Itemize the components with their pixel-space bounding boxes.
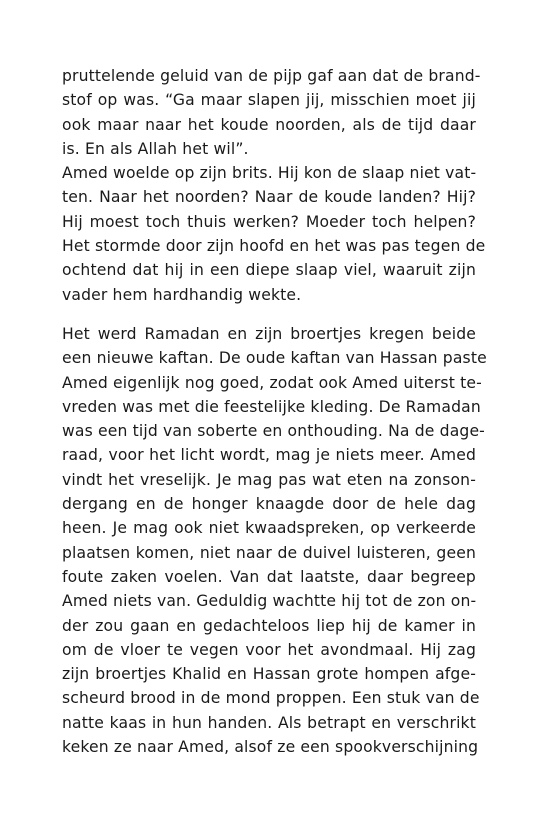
text-line: heen. Je mag ook niet kwaadspreken, op verkeerde bbox=[62, 519, 476, 538]
text-line: dergang en de honger knaagde door de hele dag bbox=[62, 495, 476, 514]
text-line: Amed niets van. Geduldig wachtte hij tot de zon on- bbox=[62, 592, 477, 611]
paragraph-1 bbox=[62, 64, 486, 307]
text-line: foute zaken voelen. Van dat laatste, daar begreep bbox=[62, 567, 476, 586]
text-line: ook maar naar het koude noorden, als de tijd daar bbox=[62, 115, 476, 134]
text-line: raad, voor het licht wordt, mag je niets meer. Amed bbox=[62, 446, 476, 465]
text-line: ten. Naar het noorden? Naar de koude landen? Hij? bbox=[62, 188, 476, 207]
text-line: was een tijd van soberte en onthouding. Na de dage- bbox=[62, 422, 485, 441]
text-line: Hij moest toch thuis werken? Moeder toch helpen? bbox=[62, 212, 476, 231]
text-line: stof op was. “Ga maar slapen jij, misschien moet jij bbox=[62, 91, 476, 110]
text-line: Amed woelde op zijn brits. Hij kon de slaap niet vat- bbox=[62, 164, 477, 183]
text-line: plaatsen komen, niet naar de duivel luisteren, geen bbox=[62, 543, 476, 562]
text-line: ochtend dat hij in een diepe slaap viel, waaruit zijn bbox=[62, 261, 476, 280]
text-line: keken ze naar Amed, alsof ze een spookverschijning bbox=[62, 738, 479, 757]
text-line: der zou gaan en gedachteloos liep hij de kamer in bbox=[62, 616, 476, 635]
text-line: scheurd brood in de mond proppen. Een stuk van de bbox=[62, 689, 480, 708]
text-line: is. En als Allah het wil”. bbox=[62, 139, 249, 158]
text-line: vader hem hardhandig wekte. bbox=[62, 285, 302, 304]
paragraph-2 bbox=[62, 322, 487, 759]
text-line: Het werd Ramadan en zijn broertjes kregen beide bbox=[62, 325, 476, 343]
text-line: pruttelende geluid van de pijp gaf aan dat de brand- bbox=[62, 67, 481, 85]
text-line: om de vloer te vegen voor het avondmaal. Hij zag bbox=[62, 640, 476, 659]
text-line: een nieuwe kaftan. De oude kaftan van Hassan paste bbox=[62, 349, 487, 368]
text-line: zijn broertjes Khalid en Hassan grote hompen afge- bbox=[62, 665, 476, 684]
text-line: Amed eigenlijk nog goed, zodat ook Amed uiterst te- bbox=[62, 373, 482, 392]
text-line: Het stormde door zijn hoofd en het was pas tegen de bbox=[62, 237, 486, 256]
text-line: vindt het vreselijk. Je mag pas wat eten na zonson- bbox=[62, 470, 476, 489]
text-line: vreden was met die feestelijke kleding. De Ramadan bbox=[62, 397, 481, 416]
text-line: natte kaas in hun handen. Als betrapt en verschrikt bbox=[62, 713, 476, 732]
